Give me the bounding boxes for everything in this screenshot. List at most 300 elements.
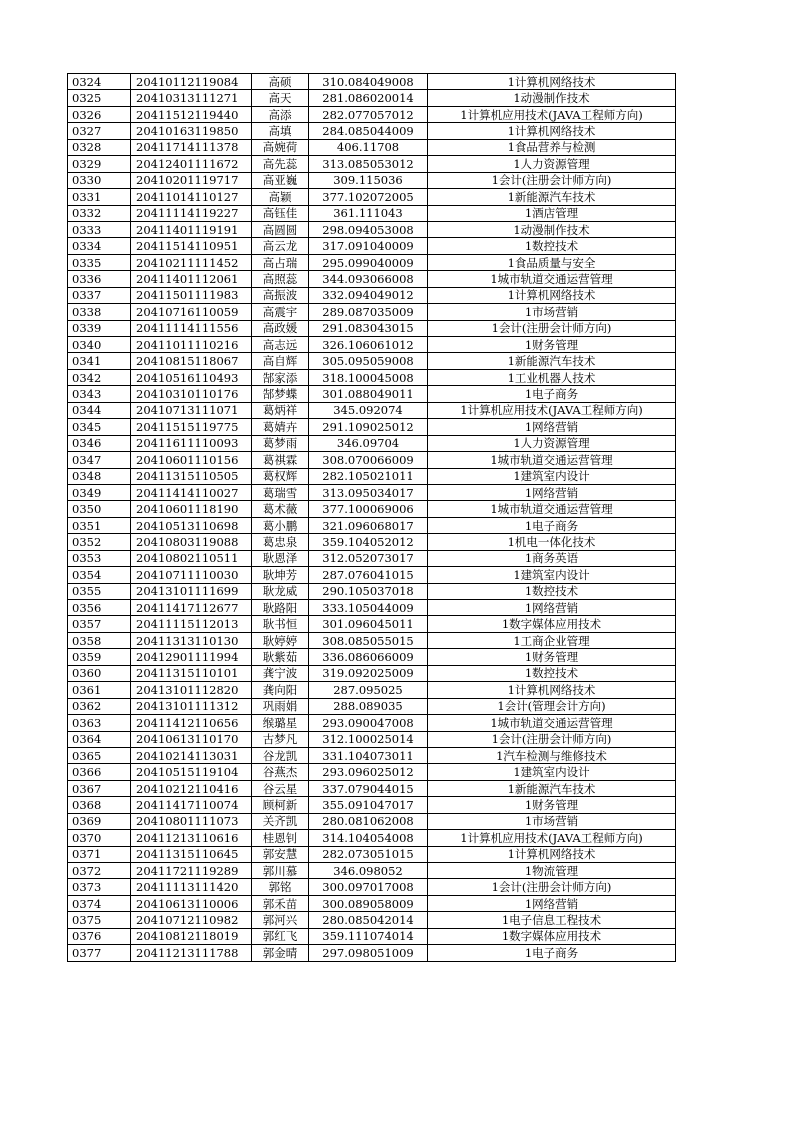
- table-row: [68, 501, 676, 517]
- major-cell: 1会计(注册会计师方向): [428, 320, 676, 336]
- major-cell: 1城市轨道交通运营管理: [428, 715, 676, 731]
- major-cell: 1人力资源管理: [428, 156, 676, 172]
- student-id-cell: 20411114111556: [131, 320, 252, 336]
- score-cell: 297.098051009: [309, 945, 428, 961]
- score-cell: 406.11708: [309, 139, 428, 155]
- table-row: [68, 304, 676, 320]
- score-cell: 332.094049012: [309, 287, 428, 303]
- row-number-cell: 0338: [68, 304, 131, 320]
- major-cell: 1市场营销: [428, 813, 676, 829]
- major-cell: 1动漫制作技术: [428, 90, 676, 106]
- score-cell: 346.09704: [309, 435, 428, 451]
- score-cell: 295.099040009: [309, 254, 428, 270]
- student-id-cell: 20410515119104: [131, 764, 252, 780]
- score-cell: 337.079044015: [309, 780, 428, 796]
- student-id-cell: 20410313111271: [131, 90, 252, 106]
- student-name-cell: 葛术薇: [252, 501, 309, 517]
- row-number-cell: 0377: [68, 945, 131, 961]
- major-cell: 1电子商务: [428, 945, 676, 961]
- student-name-cell: 葛祺霖: [252, 452, 309, 468]
- student-name-cell: 顾柯新: [252, 797, 309, 813]
- major-cell: 1人力资源管理: [428, 435, 676, 451]
- student-name-cell: 葛婧卉: [252, 419, 309, 435]
- student-id-cell: 20410802110511: [131, 550, 252, 566]
- student-name-cell: 郭安慧: [252, 846, 309, 862]
- row-number-cell: 0328: [68, 139, 131, 155]
- score-cell: 313.095034017: [309, 484, 428, 500]
- student-id-cell: 20411417110074: [131, 797, 252, 813]
- student-id-cell: 20411315110645: [131, 846, 252, 862]
- score-cell: 314.104054008: [309, 830, 428, 846]
- student-name-cell: 关齐凯: [252, 813, 309, 829]
- row-number-cell: 0358: [68, 632, 131, 648]
- row-number-cell: 0339: [68, 320, 131, 336]
- score-cell: 293.096025012: [309, 764, 428, 780]
- row-number-cell: 0332: [68, 205, 131, 221]
- student-name-cell: 高婉荷: [252, 139, 309, 155]
- student-id-cell: 20410801111073: [131, 813, 252, 829]
- score-cell: 287.076041015: [309, 567, 428, 583]
- table-row: [68, 747, 676, 763]
- score-cell: 282.105021011: [309, 468, 428, 484]
- score-cell: 301.088049011: [309, 386, 428, 402]
- student-id-cell: 20410712110982: [131, 912, 252, 928]
- student-name-cell: 龚向阳: [252, 682, 309, 698]
- student-name-cell: 高震宇: [252, 304, 309, 320]
- score-cell: 305.095059008: [309, 353, 428, 369]
- score-cell: 298.094053008: [309, 221, 428, 237]
- table-row: [68, 238, 676, 254]
- score-cell: 333.105044009: [309, 600, 428, 616]
- row-number-cell: 0353: [68, 550, 131, 566]
- table-row: [68, 830, 676, 846]
- score-cell: 291.083043015: [309, 320, 428, 336]
- student-name-cell: 高钰佳: [252, 205, 309, 221]
- row-number-cell: 0361: [68, 682, 131, 698]
- student-id-cell: 20410713111071: [131, 402, 252, 418]
- student-name-cell: 高硕: [252, 74, 309, 90]
- major-cell: 1财务管理: [428, 337, 676, 353]
- table-row: [68, 879, 676, 895]
- student-id-cell: 20410516110493: [131, 369, 252, 385]
- row-number-cell: 0356: [68, 600, 131, 616]
- student-name-cell: 高颖: [252, 189, 309, 205]
- student-id-cell: 20410112119084: [131, 74, 252, 90]
- major-cell: 1建筑室内设计: [428, 468, 676, 484]
- row-number-cell: 0345: [68, 419, 131, 435]
- score-cell: 301.096045011: [309, 616, 428, 632]
- score-cell: 344.093066008: [309, 271, 428, 287]
- student-name-cell: 郭河兴: [252, 912, 309, 928]
- student-name-cell: 巩雨娟: [252, 698, 309, 714]
- table-row: [68, 205, 676, 221]
- score-cell: 310.084049008: [309, 74, 428, 90]
- table-row: [68, 780, 676, 796]
- row-number-cell: 0359: [68, 649, 131, 665]
- row-number-cell: 0343: [68, 386, 131, 402]
- student-id-cell: 20411315110505: [131, 468, 252, 484]
- score-cell: 377.102072005: [309, 189, 428, 205]
- student-id-cell: 20411315110101: [131, 665, 252, 681]
- major-cell: 1计算机网络技术: [428, 74, 676, 90]
- score-cell: 317.091040009: [309, 238, 428, 254]
- student-id-cell: 20411011110216: [131, 337, 252, 353]
- student-id-cell: 20410214113031: [131, 747, 252, 763]
- row-number-cell: 0330: [68, 172, 131, 188]
- row-number-cell: 0336: [68, 271, 131, 287]
- student-id-cell: 20411401119191: [131, 221, 252, 237]
- score-cell: 308.070066009: [309, 452, 428, 468]
- table-row: [68, 271, 676, 287]
- student-name-cell: 耿婷婷: [252, 632, 309, 648]
- student-name-cell: 葛权辉: [252, 468, 309, 484]
- row-number-cell: 0325: [68, 90, 131, 106]
- student-id-cell: 20410803119088: [131, 534, 252, 550]
- major-cell: 1城市轨道交通运营管理: [428, 271, 676, 287]
- score-cell: 313.085053012: [309, 156, 428, 172]
- student-name-cell: 郭禾苗: [252, 895, 309, 911]
- roster-table: [67, 73, 676, 962]
- row-number-cell: 0337: [68, 287, 131, 303]
- student-name-cell: 葛梦雨: [252, 435, 309, 451]
- score-cell: 293.090047008: [309, 715, 428, 731]
- table-row: [68, 764, 676, 780]
- row-number-cell: 0346: [68, 435, 131, 451]
- major-cell: 1计算机网络技术: [428, 287, 676, 303]
- major-cell: 1数字媒体应用技术: [428, 928, 676, 944]
- score-cell: 291.109025012: [309, 419, 428, 435]
- score-cell: 282.077057012: [309, 106, 428, 122]
- table-row: [68, 534, 676, 550]
- table-row: [68, 106, 676, 122]
- score-cell: 331.104073011: [309, 747, 428, 763]
- table-row: [68, 616, 676, 632]
- major-cell: 1网络营销: [428, 419, 676, 435]
- student-name-cell: 高云龙: [252, 238, 309, 254]
- student-name-cell: 郭金晴: [252, 945, 309, 961]
- row-number-cell: 0373: [68, 879, 131, 895]
- row-number-cell: 0324: [68, 74, 131, 90]
- student-name-cell: 高天: [252, 90, 309, 106]
- student-name-cell: 桂恩钊: [252, 830, 309, 846]
- major-cell: 1会计(管理会计方向): [428, 698, 676, 714]
- student-id-cell: 20410201119717: [131, 172, 252, 188]
- student-id-cell: 20410613110006: [131, 895, 252, 911]
- score-cell: 308.085055015: [309, 632, 428, 648]
- student-name-cell: 高添: [252, 106, 309, 122]
- major-cell: 1电子商务: [428, 517, 676, 533]
- student-name-cell: 耿紫茹: [252, 649, 309, 665]
- score-cell: 336.086066009: [309, 649, 428, 665]
- score-cell: 288.089035: [309, 698, 428, 714]
- major-cell: 1工业机器人技术: [428, 369, 676, 385]
- major-cell: 1网络营销: [428, 600, 676, 616]
- row-number-cell: 0372: [68, 863, 131, 879]
- row-number-cell: 0368: [68, 797, 131, 813]
- row-number-cell: 0363: [68, 715, 131, 731]
- major-cell: 1食品质量与安全: [428, 254, 676, 270]
- table-row: [68, 698, 676, 714]
- student-id-cell: 20410211111452: [131, 254, 252, 270]
- major-cell: 1新能源汽车技术: [428, 780, 676, 796]
- student-name-cell: 葛炳祥: [252, 402, 309, 418]
- student-id-cell: 20410310110176: [131, 386, 252, 402]
- major-cell: 1商务英语: [428, 550, 676, 566]
- table-row: [68, 550, 676, 566]
- major-cell: 1计算机应用技术(JAVA工程师方向): [428, 830, 676, 846]
- table-row: [68, 189, 676, 205]
- major-cell: 1会计(注册会计师方向): [428, 879, 676, 895]
- score-cell: 361.111043: [309, 205, 428, 221]
- table-row: [68, 912, 676, 928]
- row-number-cell: 0360: [68, 665, 131, 681]
- table-row: [68, 90, 676, 106]
- student-id-cell: 20411721119289: [131, 863, 252, 879]
- student-id-cell: 20410601118190: [131, 501, 252, 517]
- table-row: [68, 468, 676, 484]
- row-number-cell: 0327: [68, 123, 131, 139]
- student-name-cell: 谷燕杰: [252, 764, 309, 780]
- major-cell: 1市场营销: [428, 304, 676, 320]
- score-cell: 287.095025: [309, 682, 428, 698]
- score-cell: 280.085042014: [309, 912, 428, 928]
- student-name-cell: 缑璐星: [252, 715, 309, 731]
- table-row: [68, 435, 676, 451]
- score-cell: 346.098052: [309, 863, 428, 879]
- row-number-cell: 0371: [68, 846, 131, 862]
- student-id-cell: 20412901111994: [131, 649, 252, 665]
- score-cell: 377.100069006: [309, 501, 428, 517]
- major-cell: 1城市轨道交通运营管理: [428, 501, 676, 517]
- table-row: [68, 682, 676, 698]
- score-cell: 326.106061012: [309, 337, 428, 353]
- row-number-cell: 0335: [68, 254, 131, 270]
- student-name-cell: 郭川慕: [252, 863, 309, 879]
- table-row: [68, 419, 676, 435]
- score-cell: 319.092025009: [309, 665, 428, 681]
- row-number-cell: 0344: [68, 402, 131, 418]
- student-name-cell: 耿龙威: [252, 583, 309, 599]
- table-row: [68, 583, 676, 599]
- row-number-cell: 0340: [68, 337, 131, 353]
- student-id-cell: 20411401112061: [131, 271, 252, 287]
- table-row: [68, 928, 676, 944]
- score-cell: 309.115036: [309, 172, 428, 188]
- major-cell: 1建筑室内设计: [428, 764, 676, 780]
- student-name-cell: 高志远: [252, 337, 309, 353]
- major-cell: 1城市轨道交通运营管理: [428, 452, 676, 468]
- student-id-cell: 20411113111420: [131, 879, 252, 895]
- row-number-cell: 0351: [68, 517, 131, 533]
- table-row: [68, 731, 676, 747]
- student-id-cell: 20410601110156: [131, 452, 252, 468]
- student-id-cell: 20410513110698: [131, 517, 252, 533]
- score-cell: 312.100025014: [309, 731, 428, 747]
- major-cell: 1计算机网络技术: [428, 846, 676, 862]
- student-id-cell: 20411515119775: [131, 419, 252, 435]
- table-row: [68, 665, 676, 681]
- table-row: [68, 517, 676, 533]
- student-id-cell: 20411611110093: [131, 435, 252, 451]
- table-row: [68, 254, 676, 270]
- row-number-cell: 0362: [68, 698, 131, 714]
- student-id-cell: 20410815118067: [131, 353, 252, 369]
- table-row: [68, 813, 676, 829]
- score-cell: 281.086020014: [309, 90, 428, 106]
- student-name-cell: 谷龙凯: [252, 747, 309, 763]
- major-cell: 1数字媒体应用技术: [428, 616, 676, 632]
- row-number-cell: 0354: [68, 567, 131, 583]
- roster-table-body: [68, 74, 676, 962]
- student-id-cell: 20411414110027: [131, 484, 252, 500]
- score-cell: 300.089058009: [309, 895, 428, 911]
- student-name-cell: 高振波: [252, 287, 309, 303]
- student-id-cell: 20411213111788: [131, 945, 252, 961]
- score-cell: 312.052073017: [309, 550, 428, 566]
- student-name-cell: 耿恩泽: [252, 550, 309, 566]
- row-number-cell: 0333: [68, 221, 131, 237]
- student-name-cell: 高占瑞: [252, 254, 309, 270]
- student-name-cell: 高先蕊: [252, 156, 309, 172]
- major-cell: 1数控技术: [428, 665, 676, 681]
- major-cell: 1计算机网络技术: [428, 123, 676, 139]
- row-number-cell: 0331: [68, 189, 131, 205]
- student-id-cell: 20413101112820: [131, 682, 252, 698]
- row-number-cell: 0329: [68, 156, 131, 172]
- row-number-cell: 0350: [68, 501, 131, 517]
- table-row: [68, 600, 676, 616]
- row-number-cell: 0341: [68, 353, 131, 369]
- student-name-cell: 葛忠泉: [252, 534, 309, 550]
- row-number-cell: 0375: [68, 912, 131, 928]
- score-cell: 318.100045008: [309, 369, 428, 385]
- student-name-cell: 葛小鹏: [252, 517, 309, 533]
- table-row: [68, 649, 676, 665]
- student-id-cell: 20413101111699: [131, 583, 252, 599]
- student-name-cell: 郜家添: [252, 369, 309, 385]
- major-cell: 1电子商务: [428, 386, 676, 402]
- row-number-cell: 0367: [68, 780, 131, 796]
- major-cell: 1新能源汽车技术: [428, 353, 676, 369]
- student-id-cell: 20412401111672: [131, 156, 252, 172]
- row-number-cell: 0376: [68, 928, 131, 944]
- table-row: [68, 369, 676, 385]
- row-number-cell: 0374: [68, 895, 131, 911]
- table-row: [68, 402, 676, 418]
- major-cell: 1财务管理: [428, 649, 676, 665]
- student-name-cell: 古梦凡: [252, 731, 309, 747]
- row-number-cell: 0342: [68, 369, 131, 385]
- table-row: [68, 846, 676, 862]
- major-cell: 1新能源汽车技术: [428, 189, 676, 205]
- student-name-cell: 高填: [252, 123, 309, 139]
- score-cell: 290.105037018: [309, 583, 428, 599]
- student-name-cell: 耿书恒: [252, 616, 309, 632]
- major-cell: 1会计(注册会计师方向): [428, 731, 676, 747]
- table-row: [68, 320, 676, 336]
- major-cell: 1动漫制作技术: [428, 221, 676, 237]
- major-cell: 1财务管理: [428, 797, 676, 813]
- score-cell: 321.096068017: [309, 517, 428, 533]
- table-row: [68, 484, 676, 500]
- score-cell: 280.081062008: [309, 813, 428, 829]
- student-id-cell: 20411412110656: [131, 715, 252, 731]
- table-row: [68, 945, 676, 961]
- student-name-cell: 郭红飞: [252, 928, 309, 944]
- major-cell: 1会计(注册会计师方向): [428, 172, 676, 188]
- student-name-cell: 谷云星: [252, 780, 309, 796]
- major-cell: 1电子信息工程技术: [428, 912, 676, 928]
- table-row: [68, 221, 676, 237]
- student-id-cell: 20410812118019: [131, 928, 252, 944]
- row-number-cell: 0326: [68, 106, 131, 122]
- student-id-cell: 20411512119440: [131, 106, 252, 122]
- score-cell: 355.091047017: [309, 797, 428, 813]
- table-row: [68, 797, 676, 813]
- row-number-cell: 0348: [68, 468, 131, 484]
- row-number-cell: 0334: [68, 238, 131, 254]
- student-name-cell: 高圆圆: [252, 221, 309, 237]
- student-id-cell: 20411514110951: [131, 238, 252, 254]
- row-number-cell: 0352: [68, 534, 131, 550]
- row-number-cell: 0366: [68, 764, 131, 780]
- student-id-cell: 20413101111312: [131, 698, 252, 714]
- score-cell: 359.111074014: [309, 928, 428, 944]
- score-cell: 359.104052012: [309, 534, 428, 550]
- student-id-cell: 20411114119227: [131, 205, 252, 221]
- table-row: [68, 337, 676, 353]
- major-cell: 1建筑室内设计: [428, 567, 676, 583]
- table-row: [68, 895, 676, 911]
- student-id-cell: 20410613110170: [131, 731, 252, 747]
- student-id-cell: 20411213110616: [131, 830, 252, 846]
- row-number-cell: 0349: [68, 484, 131, 500]
- student-id-cell: 20411714111378: [131, 139, 252, 155]
- student-id-cell: 20411417112677: [131, 600, 252, 616]
- table-row: [68, 863, 676, 879]
- student-name-cell: 高自辉: [252, 353, 309, 369]
- major-cell: 1数控技术: [428, 238, 676, 254]
- major-cell: 1计算机应用技术(JAVA工程师方向): [428, 106, 676, 122]
- student-name-cell: 高政媛: [252, 320, 309, 336]
- student-id-cell: 20410212110416: [131, 780, 252, 796]
- student-id-cell: 20411501111983: [131, 287, 252, 303]
- score-cell: 300.097017008: [309, 879, 428, 895]
- table-row: [68, 452, 676, 468]
- student-name-cell: 龚宁波: [252, 665, 309, 681]
- table-row: [68, 632, 676, 648]
- row-number-cell: 0347: [68, 452, 131, 468]
- student-id-cell: 20410716110059: [131, 304, 252, 320]
- table-row: [68, 386, 676, 402]
- major-cell: 1计算机应用技术(JAVA工程师方向): [428, 402, 676, 418]
- row-number-cell: 0355: [68, 583, 131, 599]
- table-row: [68, 139, 676, 155]
- student-name-cell: 高亚巍: [252, 172, 309, 188]
- student-id-cell: 20410163119850: [131, 123, 252, 139]
- table-row: [68, 353, 676, 369]
- table-row: [68, 567, 676, 583]
- major-cell: 1汽车检测与维修技术: [428, 747, 676, 763]
- score-cell: 284.085044009: [309, 123, 428, 139]
- major-cell: 1工商企业管理: [428, 632, 676, 648]
- student-id-cell: 20411313110130: [131, 632, 252, 648]
- score-cell: 345.092074: [309, 402, 428, 418]
- major-cell: 1计算机网络技术: [428, 682, 676, 698]
- row-number-cell: 0370: [68, 830, 131, 846]
- student-name-cell: 郜梦蝶: [252, 386, 309, 402]
- student-name-cell: 郭铭: [252, 879, 309, 895]
